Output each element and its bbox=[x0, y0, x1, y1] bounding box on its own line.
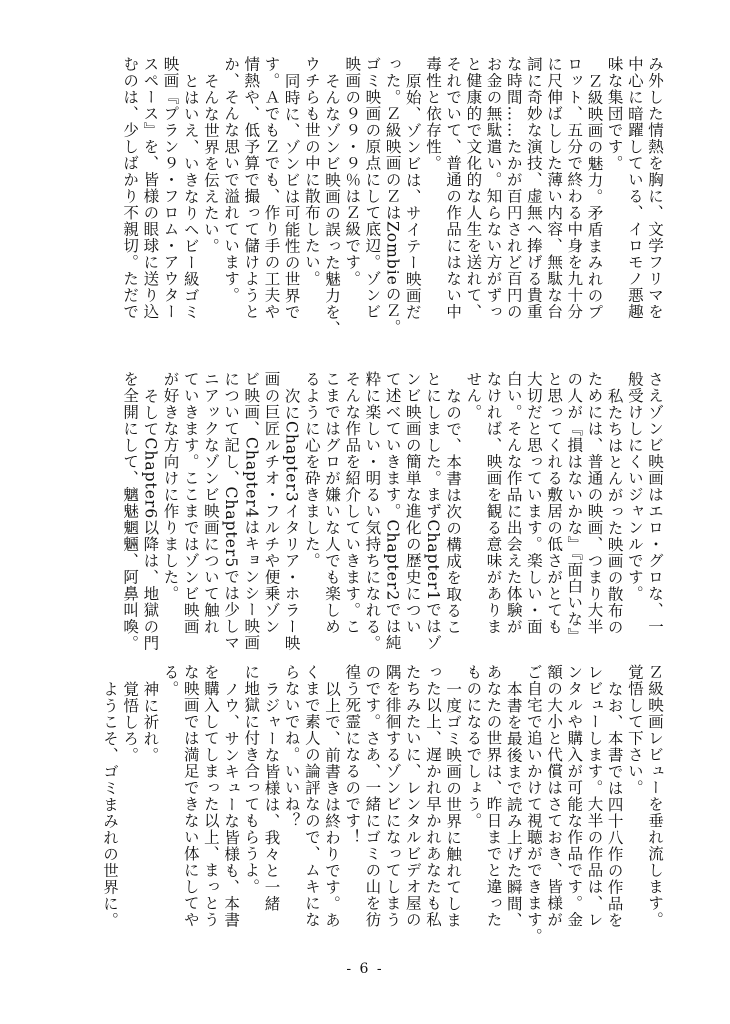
text-line: ビ映画、Chapter4はキョンシー映画 bbox=[242, 371, 261, 651]
text-line: Ｚ級映画の魅力。矛盾まみれのプ bbox=[585, 72, 604, 320]
text-line: と健康的で文化的な人生を送れて、 bbox=[464, 56, 483, 320]
text-line: 次にChapter3イタリア・ホラー映 bbox=[282, 387, 301, 651]
text-line: ものになるでしょう。 bbox=[464, 664, 483, 829]
text-line: と思ってくれる敷居の低さがとても bbox=[545, 371, 564, 635]
text-line: か、そんな思いで溢れています。 bbox=[222, 56, 241, 304]
text-line: 原始、ゾンビは、サイテー映画だ bbox=[403, 72, 422, 320]
text-line: み外した情熱を胸に、文学フリマを bbox=[646, 56, 664, 320]
text-line: そんな作品を紹介していきます。こ bbox=[343, 371, 362, 635]
text-line: らないでね。いいね？ bbox=[282, 664, 301, 829]
text-line: 同時に、ゾンビは可能性の世界で bbox=[282, 72, 301, 320]
text-line: のです。さあ、一緒にゴミの山を彷 bbox=[363, 664, 382, 928]
text-line: 味な集団です。 bbox=[605, 56, 624, 172]
text-line: とにしました。まずChapter1ではゾ bbox=[423, 371, 442, 651]
text-line: な映画では満足できない体にしてや bbox=[181, 664, 200, 928]
text-line: る。 bbox=[161, 664, 180, 697]
text-line: った以上、遅かれ早かれあなたも私 bbox=[423, 664, 442, 928]
text-line: 隅を徘徊するゾンビになってしまう bbox=[383, 664, 402, 928]
text-line: ンビ映画の簡単な進化の歴史につい bbox=[403, 371, 422, 635]
text-line: なければ、映画を観る意味がありま bbox=[484, 371, 503, 635]
text-line: ロット、五分で終わる中身を九十分 bbox=[565, 56, 584, 320]
text-line: ゴミ映画の原点にして底辺。ゾンビ bbox=[363, 56, 382, 320]
text-line: 神に祈れ。 bbox=[141, 680, 160, 763]
text-line: るように心を砕きました。 bbox=[302, 371, 321, 569]
text-line: ウチらも世の中に散布したい。 bbox=[302, 56, 321, 287]
text-line: なお、本書では四十八作の作品を bbox=[605, 680, 624, 928]
text-line: 映画『プラン９・フロム・アウター bbox=[161, 56, 180, 320]
text-line: 私たちはとんがった映画の散布の bbox=[605, 387, 624, 635]
text-line: に地獄に付き合ってもらうよ。 bbox=[242, 664, 261, 895]
page-number: - 6 - bbox=[346, 961, 384, 977]
text-line: ようこそ、ゴミまみれの世界に。 bbox=[100, 680, 119, 928]
text-line: さえゾンビ映画はエロ・グロな、一 bbox=[646, 371, 664, 635]
text-line: の人が『損はないかな』『面白いな』 bbox=[565, 371, 584, 644]
text-line: 白い。そんな作品に出会えた体験が bbox=[504, 371, 523, 635]
text-line: ノウ、サンキューな皆様も、本書 bbox=[222, 680, 241, 928]
text-line: くまで素人の論評なので、ムキにな bbox=[302, 664, 321, 928]
text-line: それでいて、普通の作品にはない中 bbox=[444, 56, 463, 320]
text-line: そんなゾンビ映画の誤った魅力を、 bbox=[323, 72, 341, 337]
text-line: 毒性と依存性。 bbox=[423, 56, 442, 172]
text-line: について記し、Chapter5では少しマ bbox=[222, 371, 241, 651]
text-block-middle bbox=[120, 371, 665, 652]
text-line: が好きな方向けに作りました。 bbox=[161, 371, 180, 602]
text-line: せん。 bbox=[464, 371, 483, 421]
text-line: ためには、普通の映画、つまり大半 bbox=[585, 371, 604, 635]
text-line: なので、本書は次の構成を取るこ bbox=[444, 387, 463, 635]
text-line: Ｚ級映画レビューを垂れ流します。 bbox=[646, 664, 664, 928]
text-line: 詞に奇妙な演技、虚無へ捧げる貴重 bbox=[524, 56, 543, 320]
text-line: ていきます。ここまではゾンビ映画 bbox=[181, 371, 200, 635]
text-line: て述べていきます。Chapter2では純 bbox=[383, 371, 402, 651]
text-line: に尺伸ばしした薄い内容、無駄な台 bbox=[545, 56, 564, 320]
text-line: す。ＡでもＺでも、作り手の工夫や bbox=[262, 56, 281, 320]
text-line: 覚悟しろ。 bbox=[121, 680, 140, 763]
text-line: 大切だと思っています。楽しい・面 bbox=[524, 371, 543, 635]
text-line: たちみたいに、レンタルビデオ屋の bbox=[403, 664, 422, 928]
text-line: ラジャーな皆様は、我々と一緒 bbox=[262, 680, 281, 912]
text-line: った。Ｚ級映画のＺはZombieのＺ。 bbox=[383, 56, 402, 336]
text-line: そんな世界を伝えたい。 bbox=[201, 72, 220, 254]
text-line: スペース』を、皆様の眼球に送り込 bbox=[141, 56, 160, 320]
text-line: あなたの世界は、昨日までと違った bbox=[484, 664, 503, 928]
text-line: 中心に暗躍している、イロモノ悪趣 bbox=[625, 56, 644, 320]
text-line: そしてChapter6以降は、地獄の門 bbox=[141, 387, 160, 651]
text-line: 一度ゴミ映画の世界に触れてしま bbox=[444, 680, 463, 928]
text-line: ンタルや購入が可能な作品です。金 bbox=[565, 664, 584, 928]
text-line: レビューします。大半の作品は、レ bbox=[585, 664, 604, 928]
text-line: を全開にして、魑魅魍魎、阿鼻叫喚。 bbox=[121, 371, 140, 652]
text-line: ニアックなゾンビ映画について触れ bbox=[201, 371, 220, 635]
text-line: を購入してしまった以上、まっとう bbox=[201, 664, 220, 928]
text-line: とはいえ、いきなりヘビー級ゴミ bbox=[181, 72, 200, 320]
text-line: な時間……たかが百円されど百円の bbox=[504, 56, 523, 320]
text-block-top bbox=[120, 56, 665, 337]
text-line: 額の大小と代償はさておき、皆様が bbox=[545, 664, 564, 928]
text-line: むのは、少しばかり不親切。ただで bbox=[121, 56, 140, 320]
text-line: 情熱や、低予算で撮って儲けようと bbox=[242, 56, 261, 320]
text-line: 本書を最後まで読み上げた瞬間、 bbox=[504, 680, 523, 928]
text-line: お金の無駄遣い。知らない方がずっ bbox=[484, 56, 503, 320]
text-line: 以上で、前書きは終わりです。あ bbox=[323, 680, 341, 928]
text-line: 粋に楽しい・明るい気持ちになれる。 bbox=[363, 371, 382, 652]
text-line: 映画の９９・９％はＺ級です。 bbox=[343, 56, 362, 287]
text-line: 般受けしにくいジャンルです。 bbox=[625, 371, 644, 602]
text-block-bottom bbox=[100, 664, 665, 945]
text-line: 画の巨匠ルチオ・フルチや便乗ゾン bbox=[262, 371, 281, 635]
text-line: 徨う死霊になるのです！ bbox=[343, 664, 362, 846]
text-line: ご自宅で追いかけて視聴ができます。 bbox=[524, 664, 543, 945]
text-line: 覚悟して下さい。 bbox=[625, 664, 644, 796]
text-line: こまではグロが嫌いな人でも楽しめ bbox=[323, 371, 341, 635]
